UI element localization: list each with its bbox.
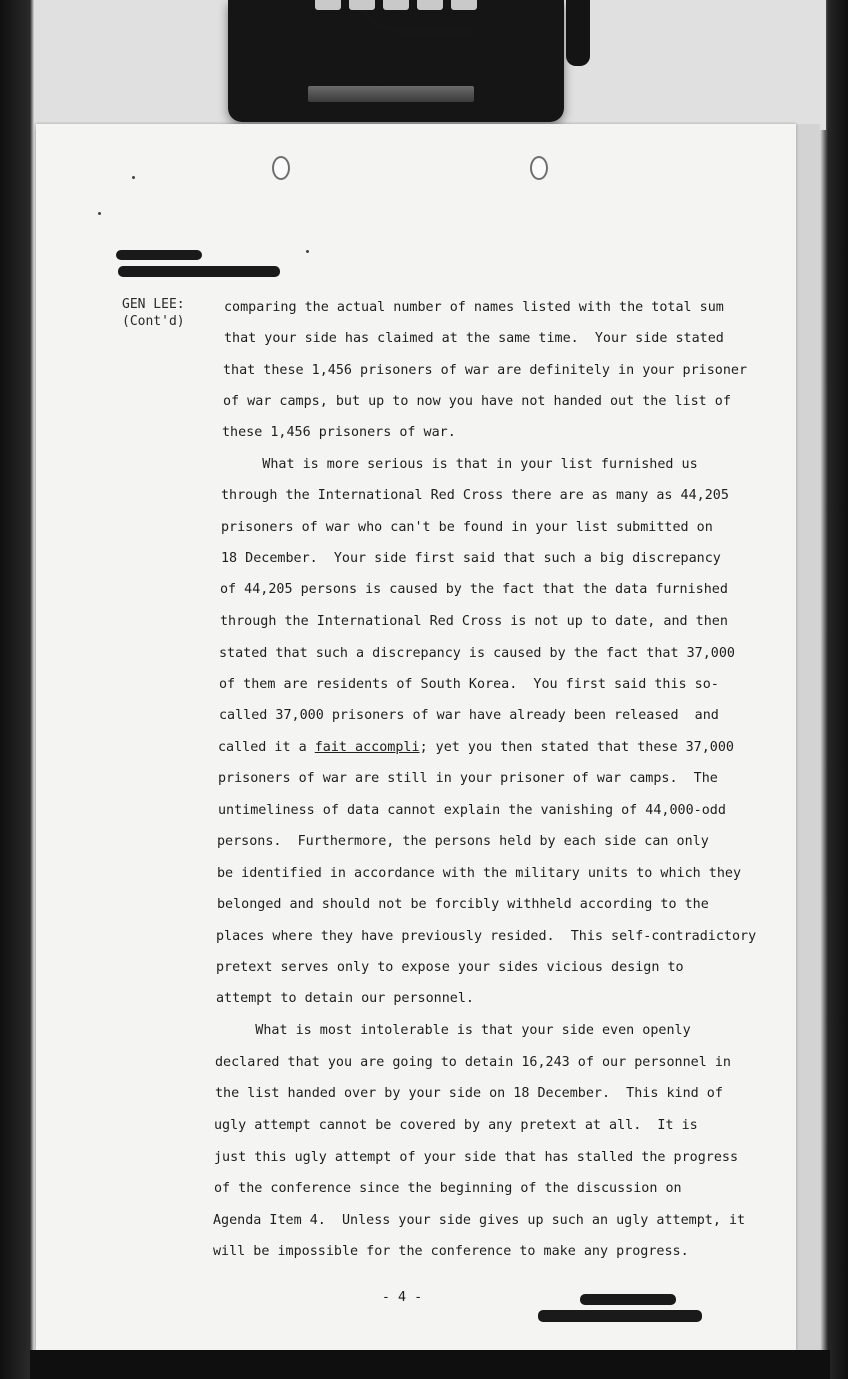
fait-line-before: called it a — [218, 740, 315, 755]
scan-bottom-edge — [30, 1350, 830, 1379]
speaker-name: GEN LEE: — [122, 297, 185, 312]
text-line: that these 1,456 prisoners of war are definitely in your prisoner — [223, 363, 748, 378]
redaction-bar — [580, 1294, 676, 1305]
clip-knob — [566, 0, 590, 66]
text-line: persons. Furthermore, the persons held by each side can only — [217, 834, 709, 849]
speck — [306, 250, 309, 253]
speaker-continued: (Cont'd) — [122, 314, 185, 329]
fait-accompli-underlined: fait accompli — [314, 740, 420, 755]
text-line-fait-accompli — [218, 738, 734, 758]
text-line: of them are residents of South Korea. You first said this so- — [219, 677, 719, 692]
text-line: pretext serves only to expose your sides vicious design to — [216, 960, 684, 975]
text-line: through the International Red Cross is not up to date, and then — [220, 614, 728, 629]
text-line: the list handed over by your side on 18 December. This kind of — [215, 1086, 723, 1101]
page-edge — [796, 124, 820, 1350]
redaction-bar — [118, 266, 280, 277]
speck — [98, 212, 101, 215]
text-line: be identified in accordance with the military units to which they — [217, 866, 742, 881]
counter-digits — [300, 0, 492, 12]
text-line: comparing the actual number of names listed with the total sum — [224, 300, 724, 315]
text-line: of 44,205 persons is caused by the fact that the data furnished — [220, 582, 728, 597]
text-line: 18 December. Your side first said that such a big discrepancy — [221, 551, 721, 566]
text-line: prisoners of war who can't be found in your list submitted on — [221, 520, 713, 535]
redaction-bar — [116, 250, 202, 260]
speck — [132, 176, 135, 179]
text-line: Agenda Item 4. Unless your side gives up such an ugly attempt, it — [213, 1213, 746, 1228]
text-line: ugly attempt cannot be covered by any pretext at all. It is — [214, 1118, 698, 1133]
text-line: that your side has claimed at the same time. Your side stated — [224, 331, 724, 346]
text-line: declared that you are going to detain 16,243 of our personnel in — [215, 1055, 731, 1070]
text-line: these 1,456 prisoners of war. — [222, 425, 456, 440]
fait-line-after: ; yet you then stated that these 37,000 — [419, 740, 734, 755]
text-line: prisoners of war are still in your prisoner of war camps. The — [218, 771, 718, 786]
text-line: What is most intolerable is that your side even openly — [215, 1023, 691, 1038]
text-line: places where they have previously resided. This self-contradictory — [216, 929, 757, 944]
punch-hole-left — [272, 156, 290, 180]
clip-plate — [308, 86, 474, 102]
scanner-clip — [228, 0, 564, 122]
page-number: - 4 - — [381, 1290, 423, 1305]
text-line: belonged and should not be forcibly withheld according to the — [217, 897, 709, 912]
redaction-bar — [538, 1310, 702, 1322]
text-line: of the conference since the beginning of the discussion on — [214, 1181, 682, 1196]
text-line: called 37,000 prisoners of war have already been released and — [219, 708, 719, 723]
text-line: will be impossible for the conference to make any progress. — [213, 1244, 689, 1259]
text-line: just this ugly attempt of your side that has stalled the progress — [214, 1150, 739, 1165]
speaker-label — [122, 296, 212, 330]
text-line: of war camps, but up to now you have not handed out the list of — [223, 394, 731, 409]
text-line: untimeliness of data cannot explain the vanishing of 44,000-odd — [218, 803, 726, 818]
text-line: through the International Red Cross there are as many as 44,205 — [221, 488, 729, 503]
text-line: stated that such a discrepancy is caused by the fact that 37,000 — [219, 646, 735, 661]
punch-hole-right — [530, 156, 548, 180]
text-line: attempt to detain our personnel. — [216, 991, 474, 1006]
text-line: What is more serious is that in your list furnished us — [222, 457, 698, 472]
